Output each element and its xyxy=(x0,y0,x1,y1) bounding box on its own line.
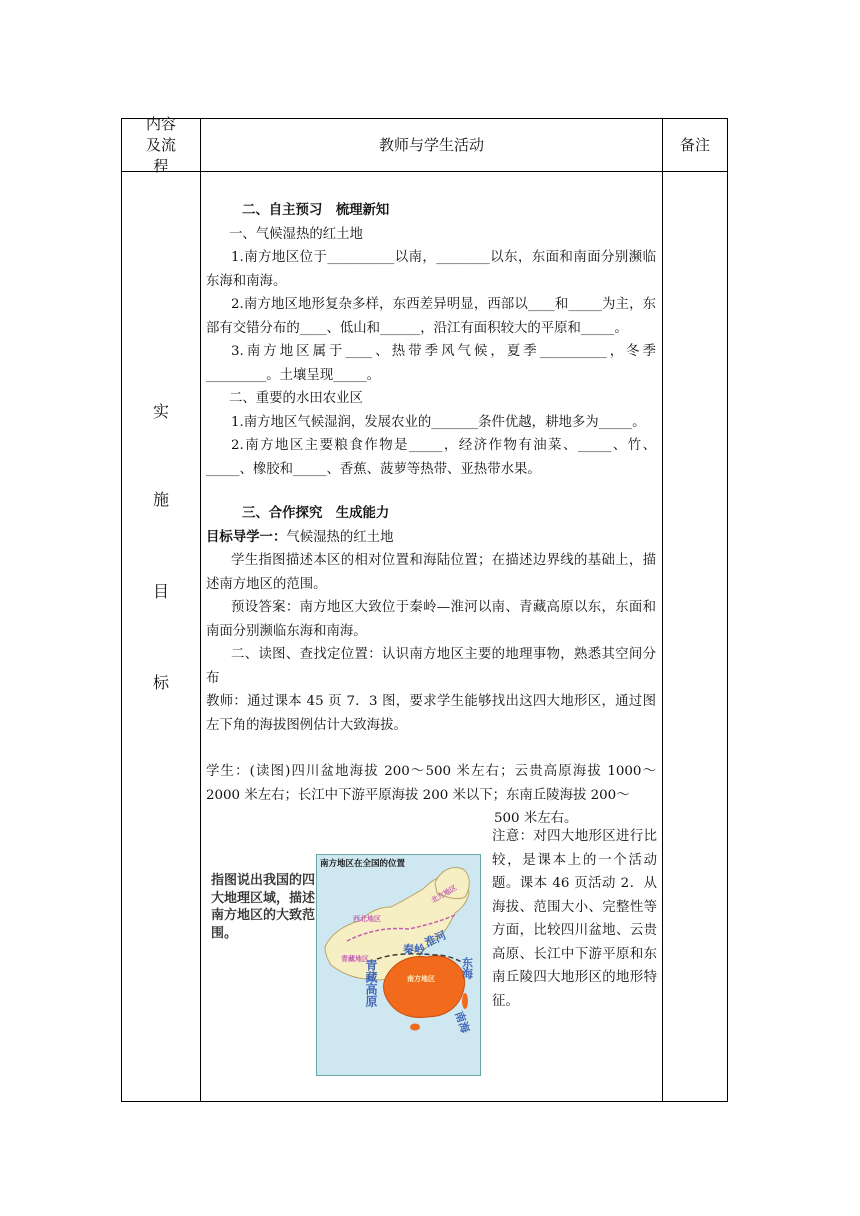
map-label-huaihe: 淮河 xyxy=(422,928,449,950)
map-svg xyxy=(317,855,480,1075)
lesson-table xyxy=(121,114,728,1102)
subheading: 一、气候湿热的红土地 xyxy=(229,226,363,242)
side-label-char: 施 xyxy=(152,490,169,509)
question: 3.南方地区属于____、热带季风气候，夏季__________，冬季_________。土壤呈现_____。 xyxy=(206,344,656,383)
map-label-northwest: 西北地区 xyxy=(353,915,381,923)
figure-caption: 指图说出我国的四大地理区域，描述南方地区的大致范围。 xyxy=(211,873,316,941)
map-figure xyxy=(206,842,506,1078)
side-label-char: 目 xyxy=(152,582,169,601)
paragraph: 学生：(读图)四川盆地海拔 200～500 米左右；云贵高原海拔 1000～2000 米左右；长江中下游平原海拔 200 米以下；东南丘陵海拔 200～ xyxy=(206,764,656,803)
section-title: 三、合作探究 生成能力 xyxy=(242,505,390,521)
map-label-qinling: 秦岭 xyxy=(403,943,425,956)
question: 2.南方地区主要粮食作物是_____，经济作物有油菜、_____、竹、_____、橡胶和_____、香蕉、菠萝等热带、亚热带水果。 xyxy=(206,438,656,477)
side-label-char: 实 xyxy=(152,402,169,421)
paragraph: 教师：通过课本 45 页 7．3 图，要求学生能够找出这四大地形区，通过图左下角的海拔图例估计大致海拔。 xyxy=(206,694,656,733)
map-label-qinghai-tibet: 青藏地区 xyxy=(341,955,369,963)
header-remarks: 备注 xyxy=(679,135,710,154)
header-divider xyxy=(122,171,727,172)
map-title: 南方地区在全国的位置 xyxy=(320,859,406,869)
paragraph-continuation: 500 米左右。 xyxy=(494,811,578,826)
header-content-flow xyxy=(122,114,200,175)
question: 2.南方地区地形复杂多样，东西差异明显，西部以____和_____为主，东部有交错分布的____、低山和______，沿江有面积较大的平原和_____。 xyxy=(206,297,656,336)
side-label-char: 标 xyxy=(152,673,169,692)
question: 1.南方地区气候湿润，发展农业的_______条件优越，耕地多为_____。 xyxy=(231,414,646,430)
activity-content xyxy=(206,199,656,831)
section-title: 二、自主预习 梳理新知 xyxy=(242,202,390,218)
column-divider xyxy=(200,119,201,1101)
taiwan-island xyxy=(462,993,468,1009)
map-label-south-region: 南方地区 xyxy=(407,975,435,983)
south-region-shape xyxy=(384,956,465,1018)
subheading: 二、重要的水田农业区 xyxy=(229,391,363,406)
goal-text: 气候湿热的红土地 xyxy=(286,529,394,545)
note-text: 注意：对四大地形区进行比较，是课本上的一个活动题。课本 46 页活动 2．从海拔、范围大小、完整性等方面，比较四川盆地、云贵高原、长江中下游平原和东南丘陵四大地形区的地形特征。 xyxy=(492,829,657,1009)
map-label-east-sea: 东海 xyxy=(460,957,474,979)
remark-note xyxy=(492,825,657,1013)
goal-label: 目标导学一： xyxy=(206,528,287,545)
paragraph: 二、读图、查找定位置：认识南方地区主要的地理事物，熟悉其空间分布 xyxy=(206,647,656,686)
map-label-qinghai-tibet-plateau: 青藏高原 xyxy=(364,959,378,1007)
column-divider xyxy=(662,119,663,1101)
map-label-south-sea: 南海 xyxy=(452,1009,472,1035)
header-content-flow-text: 内容及流程 xyxy=(145,114,176,175)
paragraph: 预设答案：南方地区大致位于秦岭—淮河以南、青藏高原以东，东面和南面分别濒临东海和南海。 xyxy=(206,600,656,639)
goal-line xyxy=(206,526,656,550)
map-label-north: 北方地区 xyxy=(430,883,459,905)
paragraph: 学生指图描述本区的相对位置和海陆位置；在描述边界线的基础上，描述南方地区的范围。 xyxy=(206,553,656,592)
question: 1.南方地区位于__________以南，________以东，东面和南面分别濒临东海和南海。 xyxy=(206,250,656,289)
header-activities: 教师与学生活动 xyxy=(378,135,484,154)
hainan-island xyxy=(410,1024,420,1031)
china-map xyxy=(316,854,481,1076)
